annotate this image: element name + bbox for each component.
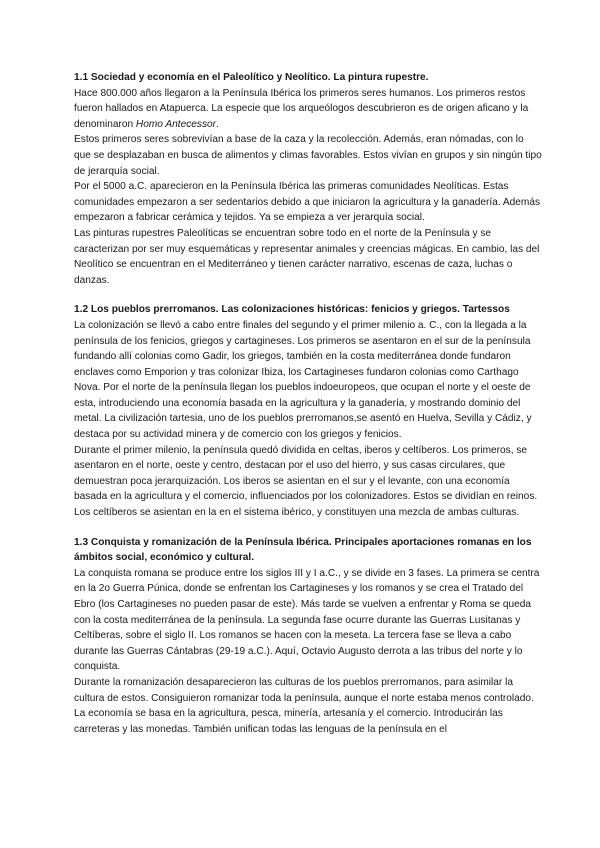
paragraph: La conquista romana se produce entre los siglos III y I a.C., y se divide en 3 fases. La primera se centra en la 2o Guerra Púnica, donde se enfrentan los Cartagineses y los romanos y se crea el Tratado del Ebro (los Cartagineses no pueden pasar de este). Más tarde se vuelven a enfrentar y Roma se queda con la costa mediterránea de la península. La segunda fase ocurre durante las Guerras Lusitanas y Celtíberas, sobre el siglo II. Los romanos se hacen con la meseta. La tercera fase se lleva a cabo durante las Guerras Cántabras (29-19 a.C.). Aquí, Octavio Augusto derrota a las tribus del norte y lo conquista. <box>74 567 540 673</box>
paragraph-text: Hace 800.000 años llegaron a la Península Ibérica los primeros seres humanos. Los primeros restos fueron hallados en Atapuerca. La especie que los arqueólogos descubrieron es de origen aficano y la denominaron <box>74 87 529 130</box>
section-heading: 1.1 Sociedad y economía en el Paleolítico y Neolítico. La pintura rupestre. <box>74 72 429 83</box>
paragraph: Las pinturas rupestres Paleolíticas se encuentran sobre todo en el norte de la Península y se caracterizan por ser muy esquemáticas y representar animales y creencias mágicas. En cambio, las del Neolítico se encuentran en el Mediterráneo y tienen carácter narrativo, escenas de caza, luchas o danzas. <box>74 227 540 286</box>
paragraph <box>74 86 542 133</box>
species-name: Homo Antecessor <box>135 118 217 130</box>
paragraph: Estos primeros seres sobrevivían a base de la caza y la recolección. Además, eran nómadas, con lo que se desplazaban en busca de alimentos y climas favorables. Estos vivían en grupos y sin ningún tipo de jerarquía social. <box>74 134 542 177</box>
section-heading: 1.3 Conquista y romanización de la Península Ibérica. Principales aportaciones romanas en los ámbitos social, económico y cultural. <box>74 536 532 564</box>
section-heading: 1.2 Los pueblos prerromanos. Las colonizaciones históricas: fenicios y griegos. Tartessos <box>74 304 510 316</box>
paragraph-text-end: . <box>216 118 219 130</box>
paragraph: Durante el primer milenio, la península quedó dividida en celtas, iberos y celtíberos. Los primeros, se asentaron en el norte, oeste y centro, destacan por el uso del hierro, y sus casas circulares, que demuestran poca jerarquización. Los iberos se asientan en el sur y el levante, con una economía basada en la agricultura y el comercio, influenciados por los colonizadores. Estos se dividían en reinos. Los celtíberos se asientan en la en el sistema ibérico, y constituyen una mezcla de ambas culturas. <box>74 444 538 519</box>
section-prerromanos <box>74 302 542 520</box>
paragraph: Por el 5000 a.C. aparecieron en la Península Ibérica las primeras comunidades Neolíticas. Estas comunidades empezaron a ser sedentarios debido a que iniciaron la agricultura y la ganadería. Además empezaron a fabricar cerámica y tejidos. Ya se empieza a ver jerarquía social. <box>74 181 541 224</box>
paragraph: Durante la romanización desaparecieron las culturas de los pueblos prerromanos, para asimilar la cultura de estos. Consiguieron romanizar toda la península, aunque el norte estaba menos controlado. <box>74 676 534 704</box>
section-paleolitico <box>74 70 542 288</box>
section-romanizacion <box>74 535 542 738</box>
paragraph: La colonización se llevó a cabo entre finales del segundo y el primer milenio a. C., con la llegada a la península de los fenicios, griegos y cartagineses. Los primeros se asentaron en el sur de la península fundando allí colonias como Gadir, los griegos, también en la costa mediterránea donde fundaron enclaves como Emporion y tras colonizar Ibiza, los Cartagineses fundaron colonias como Carthago Nova. Por el norte de la península llegan los pueblos indoeuropeos, que ocupan el norte y el oeste de esta, introduciendo una economía basada en la agricultura y la ganadería, y mostrando dominio del metal. La civilización tartesia, uno de los pueblos prerromanos,se asentó en Huelva, Sevilla y Cádiz, y destaca por su actividad minera y de comercio con los griegos y fenicios. <box>74 319 532 441</box>
paragraph: La economía se basa en la agricultura, pesca, minería, artesanía y el comercio. Introducirán las carreteras y las monedas. También unifican todas las lenguas de la península en el <box>74 708 503 735</box>
